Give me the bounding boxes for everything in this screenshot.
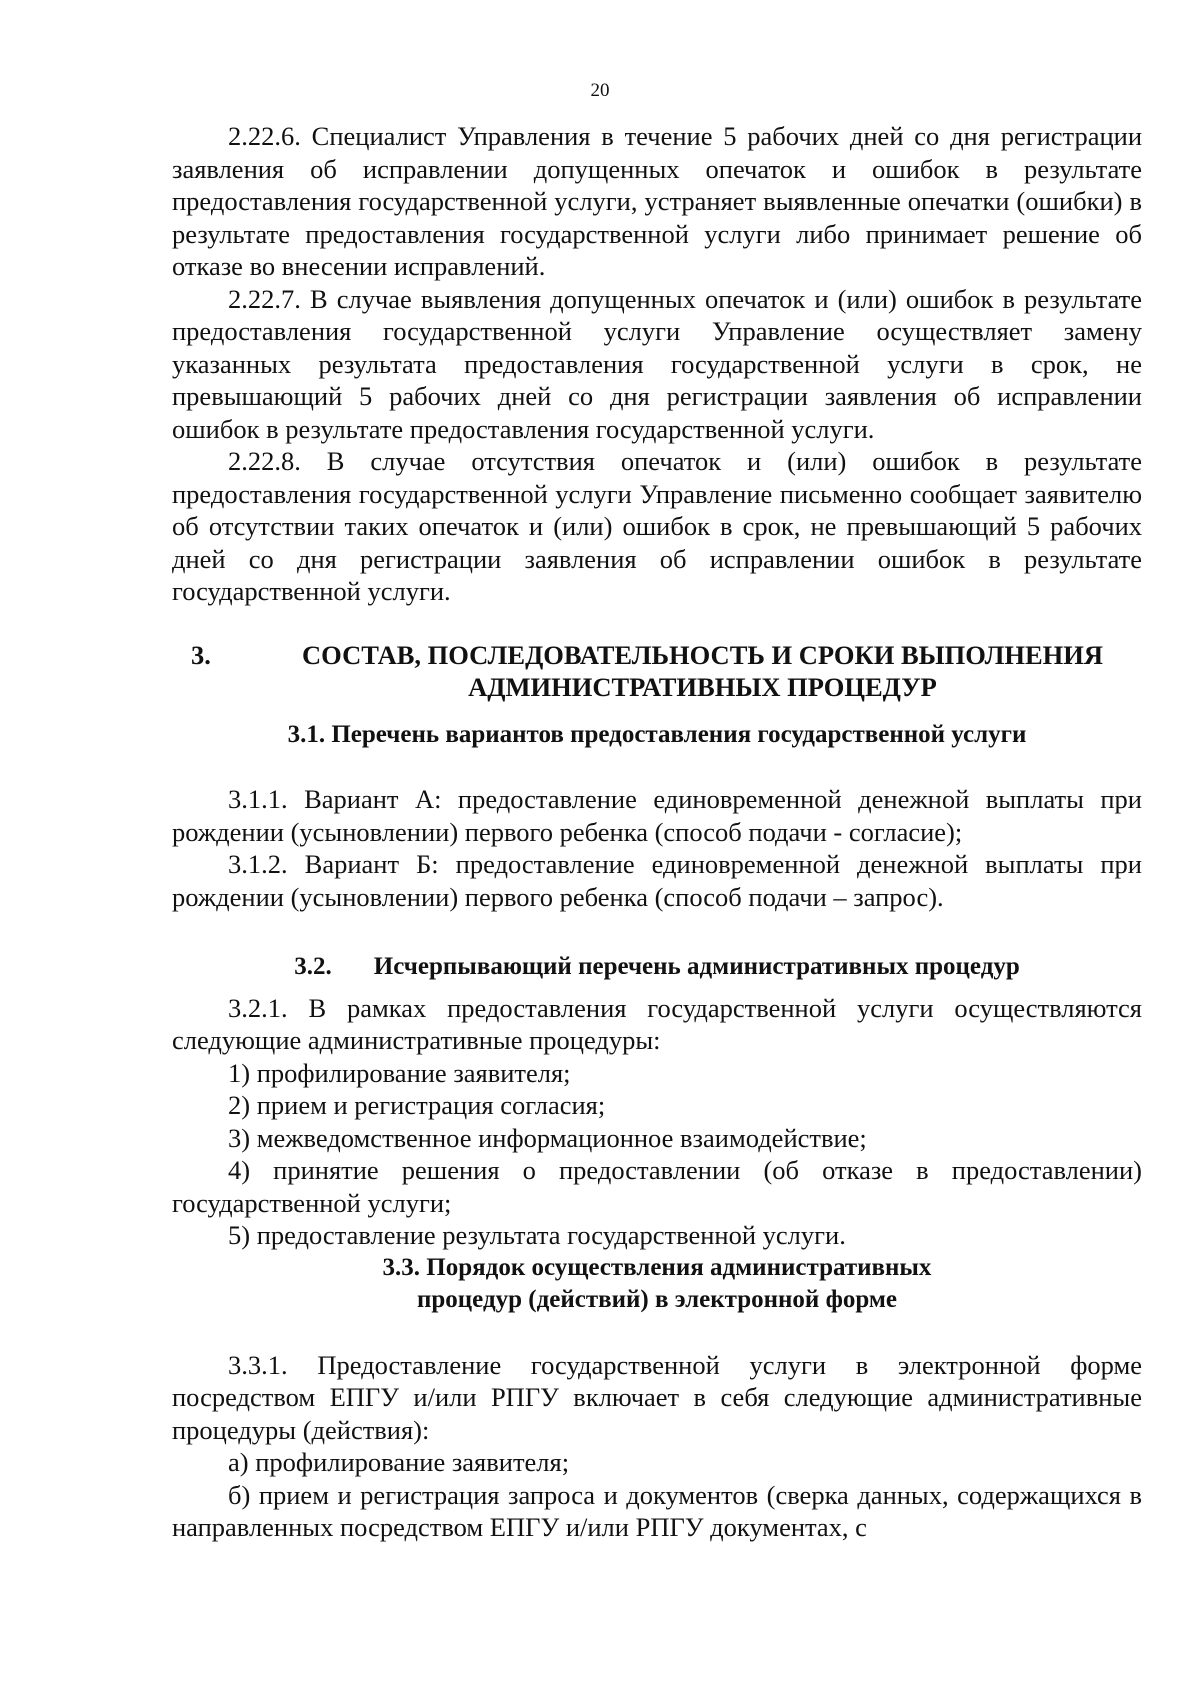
section-3-heading: [172, 639, 1142, 704]
section-3-title: СОСТАВ, ПОСЛЕДОВАТЕЛЬНОСТЬ И СРОКИ ВЫПОЛНЕНИЯ АДМИНИСТРАТИВНЫХ ПРОЦЕДУР: [302, 639, 1103, 702]
subsection-3-2-title: Исчерпывающий перечень административных процедур: [373, 953, 1020, 980]
subsection-3-3-title: 3.3. Порядок осуществления административных процедур (действий) в электронной форме: [382, 1253, 932, 1313]
subsection-3-2-number: 3.2.: [294, 953, 332, 980]
page-content: [172, 120, 1142, 1544]
electronic-procedure-item-b: б) прием и регистрация запроса и документов (сверка данных, содержащихся в направленных посредством ЕПГУ и/или РПГУ документах, с: [172, 1479, 1142, 1542]
section-3-number: 3.: [191, 639, 211, 670]
item-3-3-1: 3.3.1. Предоставление государственной услуги в электронной форме посредством ЕПГУ и/или РПГУ включает в себя следующие административные процедуры (действия):: [172, 1349, 1142, 1445]
subsection-3-1-title: 3.1. Перечень вариантов предоставления государственной услуги: [287, 720, 1027, 748]
item-3-2-1: 3.2.1. В рамках предоставления государственной услуги осуществляются следующие административные процедуры:: [172, 992, 1142, 1055]
item-3-1-2: 3.1.2. Вариант Б: предоставление единовременной денежной выплаты при рождении (усыновлении) первого ребенка (способ подачи – запрос).: [172, 849, 1142, 912]
subsection-3-2-heading: [172, 951, 1142, 984]
page-number: 20: [590, 80, 610, 101]
item-3-1-1: 3.1.1. Вариант А: предоставление единовременной денежной выплаты при рождении (усыновлении) первого ребенка (способ подачи - согласие);: [172, 784, 1142, 847]
paragraph-2-22-6: 2.22.6. Специалист Управления в течение 5 рабочих дней со дня регистрации заявления об исправлении допущенных опечаток и ошибок в результате предоставления государственной услуги, устраняет выявленные опечатки (ошибки) в результате предоставления государственной услуги либо принимает решение об отказе во внесении исправлений.: [172, 121, 1142, 281]
procedure-item-5: 5) предоставление результата государственной услуги.: [228, 1220, 846, 1250]
procedure-item-1: 1) профилирование заявителя;: [228, 1057, 571, 1088]
procedure-item-2: 2) прием и регистрация согласия;: [228, 1090, 606, 1120]
procedure-item-4: 4) принятие решения о предоставлении (об отказе в предоставлении) государственной услуги;: [172, 1155, 1142, 1218]
paragraph-2-22-7: 2.22.7. В случае выявления допущенных опечаток и (или) ошибок в результате предоставления государственной услуги Управление осуществляет замену указанных результата предоставления государственной услуги в срок, не превышающий 5 рабочих дней со дня регистрации заявления об исправлении ошибок в результате предоставления государственной услуги.: [172, 283, 1142, 444]
paragraph-2-22-8: 2.22.8. В случае отсутствия опечаток и (или) ошибок в результате предоставления государственной услуги Управление письменно сообщает заявителю об отсутствии таких опечаток и (или) ошибок в срок, не превышающий 5 рабочих дней со дня регистрации заявления об исправлении ошибок в результате государственной услуги.: [172, 446, 1142, 606]
procedure-item-3: 3) межведомственное информационное взаимодействие;: [228, 1122, 867, 1153]
electronic-procedure-item-a: а) профилирование заявителя;: [228, 1447, 570, 1477]
